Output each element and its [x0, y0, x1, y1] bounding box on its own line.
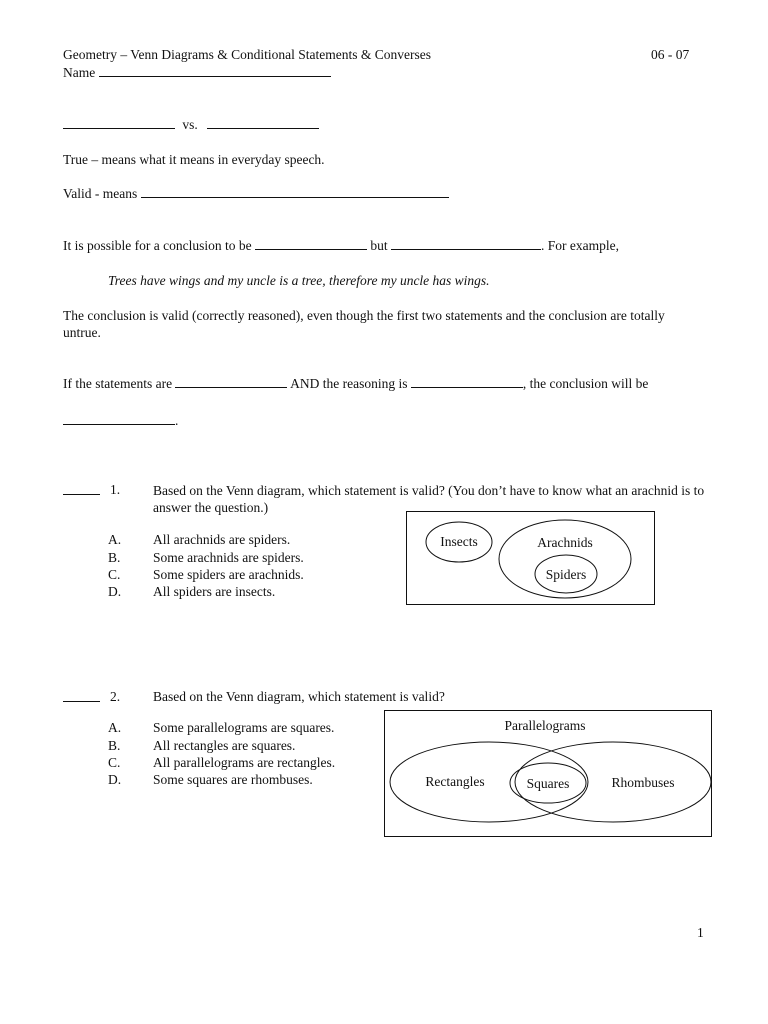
q2-option-d-letter: D.: [108, 772, 122, 787]
name-label: Name: [63, 65, 96, 80]
if-blank-3[interactable]: [63, 413, 175, 425]
example-sentence: Trees have wings and my uncle is a tree, therefore my uncle has wings.: [108, 273, 490, 288]
conclusion-paragraph: The conclusion is valid (correctly reasoned), even though the first two statements and the conclusion are totally untrue.: [63, 308, 665, 340]
name-blank[interactable]: [99, 65, 331, 77]
if-and: AND the reasoning is: [290, 376, 408, 391]
vs-label: vs.: [182, 117, 198, 132]
q1-option-a-letter: A.: [108, 532, 122, 547]
q1-option-d: All spiders are insects.: [153, 584, 276, 599]
q1-answer-blank[interactable]: [63, 483, 100, 495]
q2-venn-diagram: [384, 710, 712, 837]
rhombuses-label: Rhombuses: [611, 775, 675, 790]
q1-question: Based on the Venn diagram, which statement is valid? (You don’t have to know what an arachnid is to answer the question.): [153, 483, 705, 515]
if-blank-2[interactable]: [411, 376, 523, 388]
insects-label: Insects: [440, 534, 478, 549]
valid-definition: [63, 186, 449, 202]
q2-question: Based on the Venn diagram, which statement is valid?: [153, 689, 445, 704]
squares-label: Squares: [526, 776, 570, 791]
q2-option-c: All parallelograms are rectangles.: [153, 755, 336, 770]
q1-venn-diagram: [406, 511, 655, 605]
q2-option-a-letter: A.: [108, 720, 122, 735]
if-text: If the statements are: [63, 376, 173, 391]
q2-option-b-letter: B.: [108, 738, 121, 753]
rectangles-label: Rectangles: [425, 774, 485, 789]
if-end: , the conclusion will be: [522, 376, 649, 391]
possible-but: but: [370, 238, 388, 253]
vs-blank-left[interactable]: [63, 117, 175, 129]
valid-label: Valid - means: [63, 186, 138, 201]
arachnids-label: Arachnids: [537, 535, 593, 550]
if-line: [63, 376, 648, 392]
if-period: .: [175, 413, 179, 428]
page-code: 06 - 07: [651, 47, 690, 62]
q1-option-b: Some arachnids are spiders.: [153, 550, 304, 565]
true-definition: True – means what it means in everyday speech.: [63, 152, 325, 167]
possible-text: It is possible for a conclusion to be: [63, 238, 252, 253]
q2-option-a: Some parallelograms are squares.: [153, 720, 335, 735]
q1-venn-svg: [407, 512, 654, 604]
q1-option-b-letter: B.: [108, 550, 121, 565]
q2-answer-blank[interactable]: [63, 690, 100, 702]
if-line-2: [63, 413, 178, 429]
q2-venn-svg: [385, 711, 711, 836]
vs-blank-right[interactable]: [207, 117, 319, 129]
q1-number: 1.: [110, 482, 121, 497]
possible-line: [63, 238, 619, 254]
q1-option-a: All arachnids are spiders.: [153, 532, 291, 547]
possible-blank-1[interactable]: [255, 238, 367, 250]
q2-option-b: All rectangles are squares.: [153, 738, 296, 753]
valid-blank[interactable]: [141, 186, 449, 198]
parallelograms-label: Parallelograms: [504, 718, 586, 733]
q1-option-c: Some spiders are arachnids.: [153, 567, 304, 582]
name-line: [63, 65, 331, 81]
possible-blank-2[interactable]: [391, 238, 541, 250]
if-blank-1[interactable]: [175, 376, 287, 388]
vs-line: [63, 117, 319, 133]
q2-option-c-letter: C.: [108, 755, 121, 770]
arachnids-circle: [499, 520, 631, 598]
document-title: Geometry – Venn Diagrams & Conditional Statements & Converses: [63, 47, 431, 62]
possible-example: . For example,: [540, 238, 619, 253]
q2-option-d: Some squares are rhombuses.: [153, 772, 313, 787]
spiders-label: Spiders: [545, 567, 587, 582]
q1-option-d-letter: D.: [108, 584, 122, 599]
q1-option-c-letter: C.: [108, 567, 121, 582]
q2-number: 2.: [110, 689, 121, 704]
page-number: 1: [697, 925, 704, 940]
